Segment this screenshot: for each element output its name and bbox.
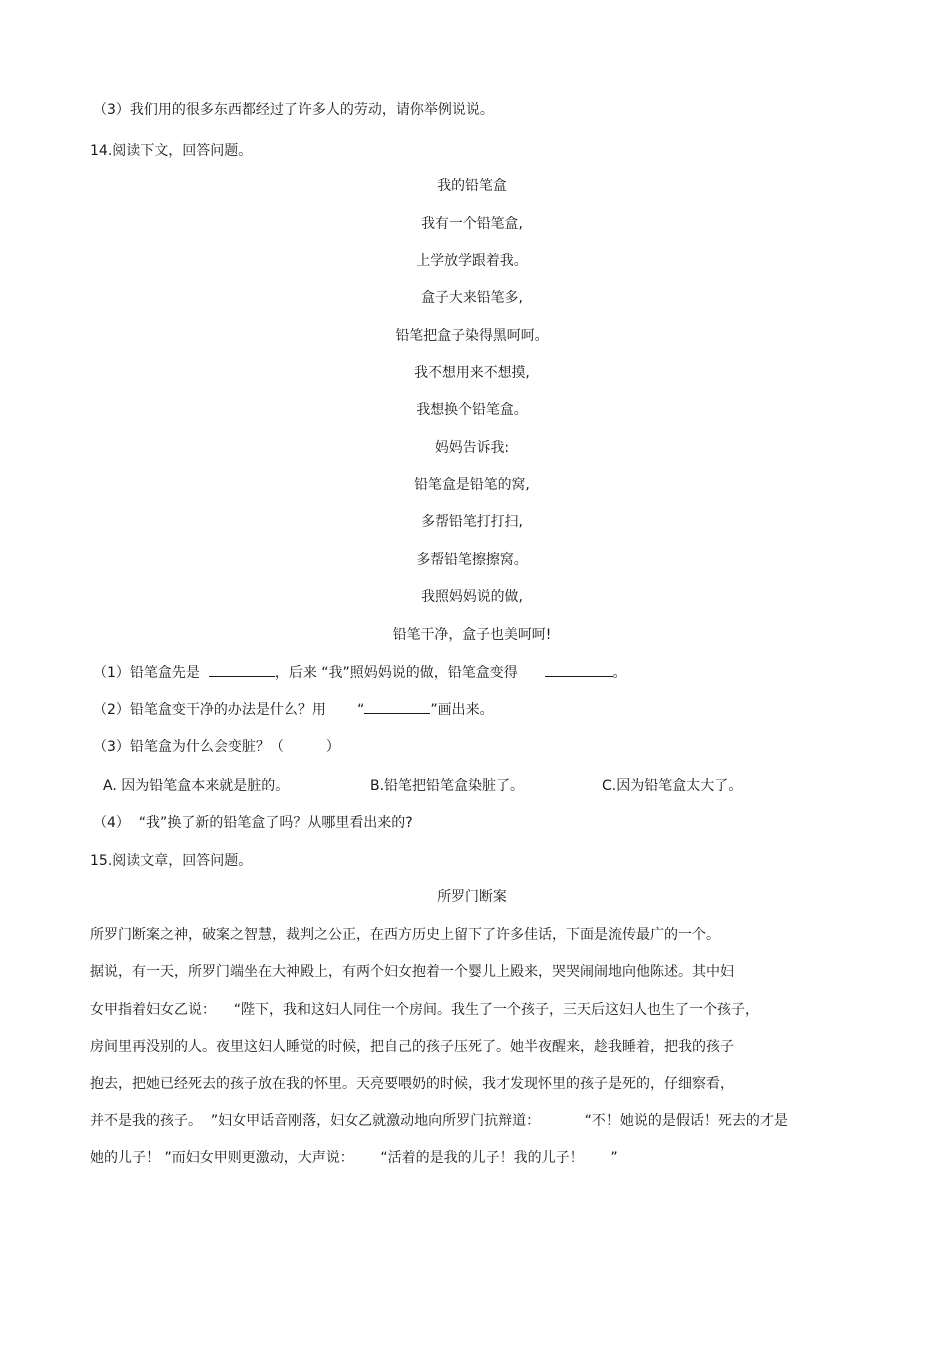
answer-blank[interactable] (545, 662, 613, 677)
poem-line: 铅笔干净，盒子也美呵呵! (392, 627, 552, 643)
poem-line: 妈妈告诉我: (434, 440, 510, 456)
poem-title: 我的铅笔盒 (437, 178, 507, 194)
part-1-text-b: ，后来 “我”照妈妈说的做，铅笔盒变得 (274, 665, 518, 681)
question-15-heading: 15.阅读文章，回答问题。 (90, 853, 253, 869)
article-line: 房间里再没别的人。夜里这妇人睡觉的时候，把自己的孩子压死了。她半夜醒来，趁我睡着，把我的孩子 (90, 1039, 734, 1055)
question-14-part-1 (93, 662, 627, 683)
poem-line: 我不想用来不想摸, (414, 365, 530, 381)
article-line: 据说，有一天，所罗门端坐在大神殿上，有两个妇女抱着一个婴儿上殿来，哭哭闹闹地向他陈述。其中妇 (90, 964, 734, 980)
option-c[interactable]: C.因为铅笔盒太大了。 (602, 778, 743, 794)
part-2-quote-open: “ (357, 702, 365, 718)
option-b[interactable]: B.铅笔把铅笔盒染脏了。 (370, 778, 525, 794)
poem-line: 上学放学跟着我。 (416, 253, 528, 269)
question-14-heading: 14.阅读下文，回答问题。 (90, 143, 253, 159)
question-14-part-4: （4） “我”换了新的铅笔盒了吗？从哪里看出来的? (93, 815, 413, 831)
answer-blank[interactable] (209, 662, 275, 677)
poem-line: 我照妈妈说的做, (421, 589, 523, 605)
article-line: 抱去，把她已经死去的孩子放在我的怀里。天亮要喂奶的时候，我才发现怀里的孩子是死的，仔细察看， (90, 1076, 734, 1092)
question-14-part-3: （3）铅笔盒为什么会变脏？（ ） (93, 739, 340, 755)
article-line: 女甲指着妇女乙说： “陛下，我和这妇人同住一个房间。我生了一个孩子，三天后这妇人也生了一个孩子， (90, 1002, 760, 1018)
part-2-text-c: ”画出来。 (430, 702, 494, 718)
part-1-text-c: 。 (612, 665, 627, 681)
answer-blank[interactable] (364, 699, 430, 714)
poem-line: 多帮铅笔擦擦窝。 (416, 552, 528, 568)
poem-line: 铅笔盒是铅笔的窝, (414, 477, 530, 493)
question-13-part-3: （3）我们用的很多东西都经过了许多人的劳动，请你举例说说。 (93, 102, 494, 118)
question-14-part-2 (93, 699, 494, 720)
article-line: 并不是我的孩子。 ”妇女甲话音刚落，妇女乙就激动地向所罗门抗辩道： “不！她说的是假话！死去的才是 (90, 1113, 788, 1129)
part-1-text-a: （1）铅笔盒先是 (93, 665, 200, 681)
poem-line: 多帮铅笔打打扫, (421, 514, 523, 530)
article-title: 所罗门断案 (437, 889, 507, 905)
poem-line: 我有一个铅笔盒, (421, 216, 523, 232)
article-line: 所罗门断案之神，破案之智慧，裁判之公正，在西方历史上留下了许多佳话，下面是流传最广的一个。 (90, 927, 720, 943)
poem-line: 盒子大来铅笔多, (421, 290, 523, 306)
option-a[interactable]: A. 因为铅笔盒本来就是脏的。 (103, 778, 290, 794)
part-2-text-a: （2）铅笔盒变干净的办法是什么？用 (93, 702, 326, 718)
poem-line: 铅笔把盒子染得黑呵呵。 (395, 328, 549, 344)
poem-line: 我想换个铅笔盒。 (416, 402, 528, 418)
article-line: 她的儿子！ ”而妇女甲则更激动，大声说： “活着的是我的儿子！我的儿子！ ” (90, 1150, 618, 1166)
